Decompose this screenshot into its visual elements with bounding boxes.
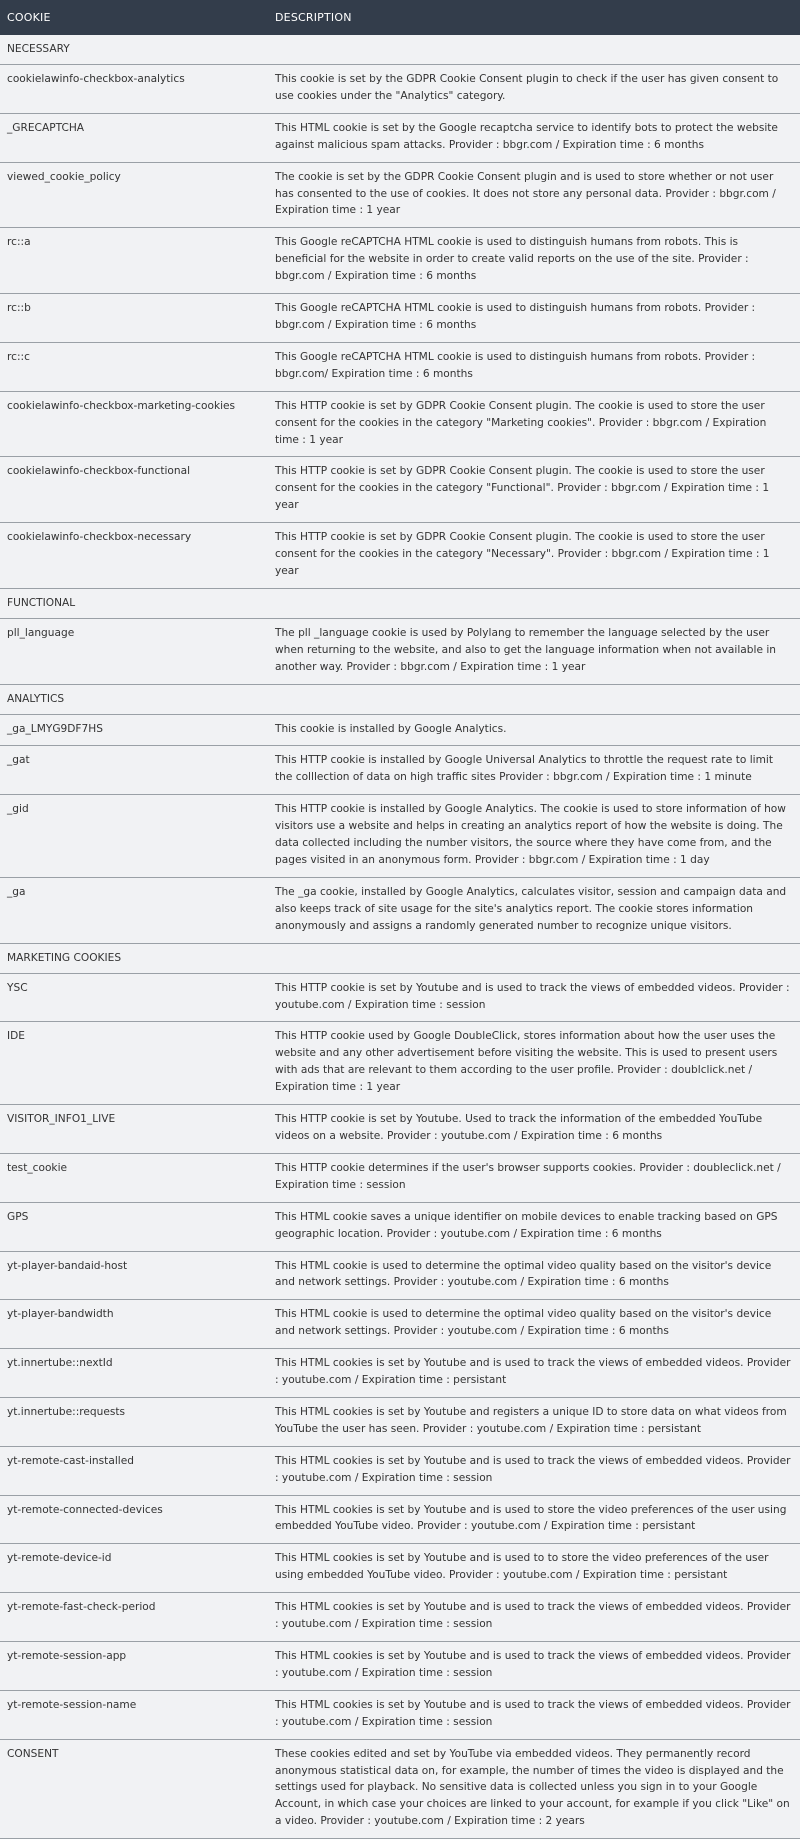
cookie-description: This HTML cookie is set by the Google recaptcha service to identify bots to protect the website against malicious spam attacks. Provider : bbgr.com / Expiration time : 6 months (268, 113, 800, 162)
column-header-cookie: COOKIE (0, 0, 268, 35)
category-label: MARKETING COOKIES (0, 943, 800, 973)
cookie-description: This HTML cookies is set by Youtube and is used to track the views of embedded videos. Provider : youtube.com / Expiration time : session (268, 1593, 800, 1642)
cookie-description: This HTTP cookie is set by GDPR Cookie Consent plugin. The cookie is used to store the user consent for the cookies in the category "Necessary". Provider : bbgr.com / Expiration time : 1 year (268, 523, 800, 589)
cookie-name: GPS (0, 1202, 268, 1251)
table-row (0, 1202, 800, 1251)
cookie-name: _ga_LMYG9DF7HS (0, 714, 268, 746)
cookie-description: This HTML cookies is set by Youtube and is used to track the views of embedded videos. Provider : youtube.com / Expiration time : session (268, 1690, 800, 1739)
table-row (0, 113, 800, 162)
cookie-name: _gat (0, 746, 268, 795)
table-row (0, 162, 800, 228)
table-body (0, 35, 800, 1839)
cookie-description: This HTTP cookie is set by GDPR Cookie Consent plugin. The cookie is used to store the user consent for the cookies in the category "Marketing cookies". Provider : bbgr.com / Expiration time : 1 year (268, 391, 800, 457)
table-row (0, 457, 800, 523)
cookie-name: cookielawinfo-checkbox-functional (0, 457, 268, 523)
cookie-name: cookielawinfo-checkbox-necessary (0, 523, 268, 589)
table-row (0, 746, 800, 795)
category-label: FUNCTIONAL (0, 588, 800, 618)
cookie-name: viewed_cookie_policy (0, 162, 268, 228)
cookie-description: These cookies edited and set by YouTube via embedded videos. They permanently record anonymous statistical data on, for example, the number of times the video is displayed and the settings used for playback. No sensitive data is collected unless you sign in to your Google Account, in which case your choices are linked to your account, for example if you click "Like" on a video. Provider : youtube.com / Expiration time : 2 years (268, 1739, 800, 1839)
cookie-name: test_cookie (0, 1153, 268, 1202)
cookie-description: This HTTP cookie is set by GDPR Cookie Consent plugin. The cookie is used to store the user consent for the cookies in the category "Functional". Provider : bbgr.com / Expiration time : 1 year (268, 457, 800, 523)
cookie-name: rc::c (0, 342, 268, 391)
cookie-description: The _ga cookie, installed by Google Analytics, calculates visitor, session and campaign data and also keeps track of site usage for the site's analytics report. The cookie stores information anonymously and assigns a randomly generated number to recognize unique visitors. (268, 877, 800, 943)
table-row (0, 342, 800, 391)
cookie-description: This HTTP cookie is installed by Google Analytics. The cookie is used to store information of how visitors use a website and helps in creating an analytics report of how the website is doing. The data collected including the number visitors, the source where they have come from, and the pages visited in an anonymous form. Provider : bbgr.com / Expiration time : 1 day (268, 795, 800, 878)
cookie-description: This HTML cookies is set by Youtube and is used to track the views of embedded videos. Provider : youtube.com / Expiration time : session (268, 1642, 800, 1691)
table-row (0, 1153, 800, 1202)
category-row (0, 943, 800, 973)
table-row (0, 1739, 800, 1839)
table-row (0, 391, 800, 457)
cookie-description: This Google reCAPTCHA HTML cookie is used to distinguish humans from robots. Provider : bbgr.com/ Expiration time : 6 months (268, 342, 800, 391)
cookie-name: yt-remote-device-id (0, 1544, 268, 1593)
table-row (0, 618, 800, 684)
category-label: ANALYTICS (0, 684, 800, 714)
cookie-name: VISITOR_INFO1_LIVE (0, 1105, 268, 1154)
cookie-name: rc::a (0, 228, 268, 294)
cookie-description: This HTTP cookie determines if the user's browser supports cookies. Provider : doubleclick.net / Expiration time : session (268, 1153, 800, 1202)
cookie-description: This cookie is installed by Google Analytics. (268, 714, 800, 746)
cookie-name: _gid (0, 795, 268, 878)
cookie-name: yt-remote-session-name (0, 1690, 268, 1739)
category-row (0, 588, 800, 618)
cookie-name: _ga (0, 877, 268, 943)
cookie-description: This cookie is set by the GDPR Cookie Consent plugin to check if the user has given consent to use cookies under the "Analytics" category. (268, 65, 800, 114)
cookie-description: This HTML cookies is set by Youtube and is used to track the views of embedded videos. Provider : youtube.com / Expiration time : persistant (268, 1349, 800, 1398)
table-row (0, 1446, 800, 1495)
cookie-description: This HTML cookie saves a unique identifier on mobile devices to enable tracking based on GPS geographic location. Provider : youtube.com / Expiration time : 6 months (268, 1202, 800, 1251)
cookie-description: This HTML cookies is set by Youtube and is used to to store the video preferences of the user using embedded YouTube video. Provider : youtube.com / Expiration time : persistant (268, 1544, 800, 1593)
cookie-description: This HTTP cookie used by Google DoubleClick, stores information about how the user uses the website and any other advertisement before visiting the website. This is used to present users with ads that are relevant to them according to the user profile. Provider : doublclick.net / Expiration time : 1 year (268, 1022, 800, 1105)
cookie-description: This HTML cookie is used to determine the optimal video quality based on the visitor's device and network settings. Provider : youtube.com / Expiration time : 6 months (268, 1251, 800, 1300)
cookie-description: The pll _language cookie is used by Polylang to remember the language selected by the user when returning to the website, and also to get the language information when not available in another way. Provider : bbgr.com / Expiration time : 1 year (268, 618, 800, 684)
cookie-name: yt-remote-session-app (0, 1642, 268, 1691)
table-row (0, 973, 800, 1022)
category-row (0, 35, 800, 65)
cookie-name: pll_language (0, 618, 268, 684)
cookie-description: This HTML cookies is set by Youtube and registers a unique ID to store data on what videos from YouTube the user has seen. Provider : youtube.com / Expiration time : persistant (268, 1397, 800, 1446)
table-row (0, 294, 800, 343)
category-label: NECESSARY (0, 35, 800, 65)
table-row (0, 1251, 800, 1300)
table-row (0, 1642, 800, 1691)
cookie-name: CONSENT (0, 1739, 268, 1839)
table-row (0, 228, 800, 294)
table-row (0, 795, 800, 878)
table-row (0, 1544, 800, 1593)
table-row (0, 1349, 800, 1398)
cookie-name: cookielawinfo-checkbox-analytics (0, 65, 268, 114)
header-row (0, 0, 800, 35)
cookie-name: yt-player-bandwidth (0, 1300, 268, 1349)
table-row (0, 65, 800, 114)
cookie-name: _GRECAPTCHA (0, 113, 268, 162)
cookie-name: yt.innertube::requests (0, 1397, 268, 1446)
cookie-description: This Google reCAPTCHA HTML cookie is used to distinguish humans from robots. Provider : bbgr.com / Expiration time : 6 months (268, 294, 800, 343)
table-row (0, 1105, 800, 1154)
cookie-description: This HTML cookies is set by Youtube and is used to track the views of embedded videos. Provider : youtube.com / Expiration time : session (268, 1446, 800, 1495)
table-row (0, 523, 800, 589)
table-row (0, 1593, 800, 1642)
column-header-description: DESCRIPTION (268, 0, 800, 35)
table-row (0, 877, 800, 943)
table-header (0, 0, 800, 35)
cookie-name: IDE (0, 1022, 268, 1105)
table-row (0, 1690, 800, 1739)
cookie-name: yt.innertube::nextId (0, 1349, 268, 1398)
cookie-description: This HTML cookie is used to determine the optimal video quality based on the visitor's device and network settings. Provider : youtube.com / Expiration time : 6 months (268, 1300, 800, 1349)
cookie-description: This HTTP cookie is set by Youtube and is used to track the views of embedded videos. Provider : youtube.com / Expiration time : session (268, 973, 800, 1022)
cookie-name: yt-remote-connected-devices (0, 1495, 268, 1544)
cookie-name: YSC (0, 973, 268, 1022)
table-row (0, 1495, 800, 1544)
cookie-name: rc::b (0, 294, 268, 343)
cookie-description: This HTTP cookie is installed by Google Universal Analytics to throttle the request rate to limit the colllection of data on high traffic sites Provider : bbgr.com / Expiration time : 1 minute (268, 746, 800, 795)
table-row (0, 1397, 800, 1446)
table-row (0, 1022, 800, 1105)
cookie-description: This Google reCAPTCHA HTML cookie is used to distinguish humans from robots. This is beneficial for the website in order to create valid reports on the use of the site. Provider : bbgr.com / Expiration time : 6 months (268, 228, 800, 294)
cookie-name: yt-remote-cast-installed (0, 1446, 268, 1495)
table-row (0, 1300, 800, 1349)
table-row (0, 714, 800, 746)
cookie-name: yt-remote-fast-check-period (0, 1593, 268, 1642)
cookie-description: The cookie is set by the GDPR Cookie Consent plugin and is used to store whether or not user has consented to the use of cookies. It does not store any personal data. Provider : bbgr.com / Expiration time : 1 year (268, 162, 800, 228)
category-row (0, 684, 800, 714)
cookie-description: This HTML cookies is set by Youtube and is used to store the video preferences of the user using embedded YouTube video. Provider : youtube.com / Expiration time : persistant (268, 1495, 800, 1544)
cookie-name: yt-player-bandaid-host (0, 1251, 268, 1300)
cookie-description: This HTTP cookie is set by Youtube. Used to track the information of the embedded YouTube videos on a website. Provider : youtube.com / Expiration time : 6 months (268, 1105, 800, 1154)
cookie-name: cookielawinfo-checkbox-marketing-cookies (0, 391, 268, 457)
